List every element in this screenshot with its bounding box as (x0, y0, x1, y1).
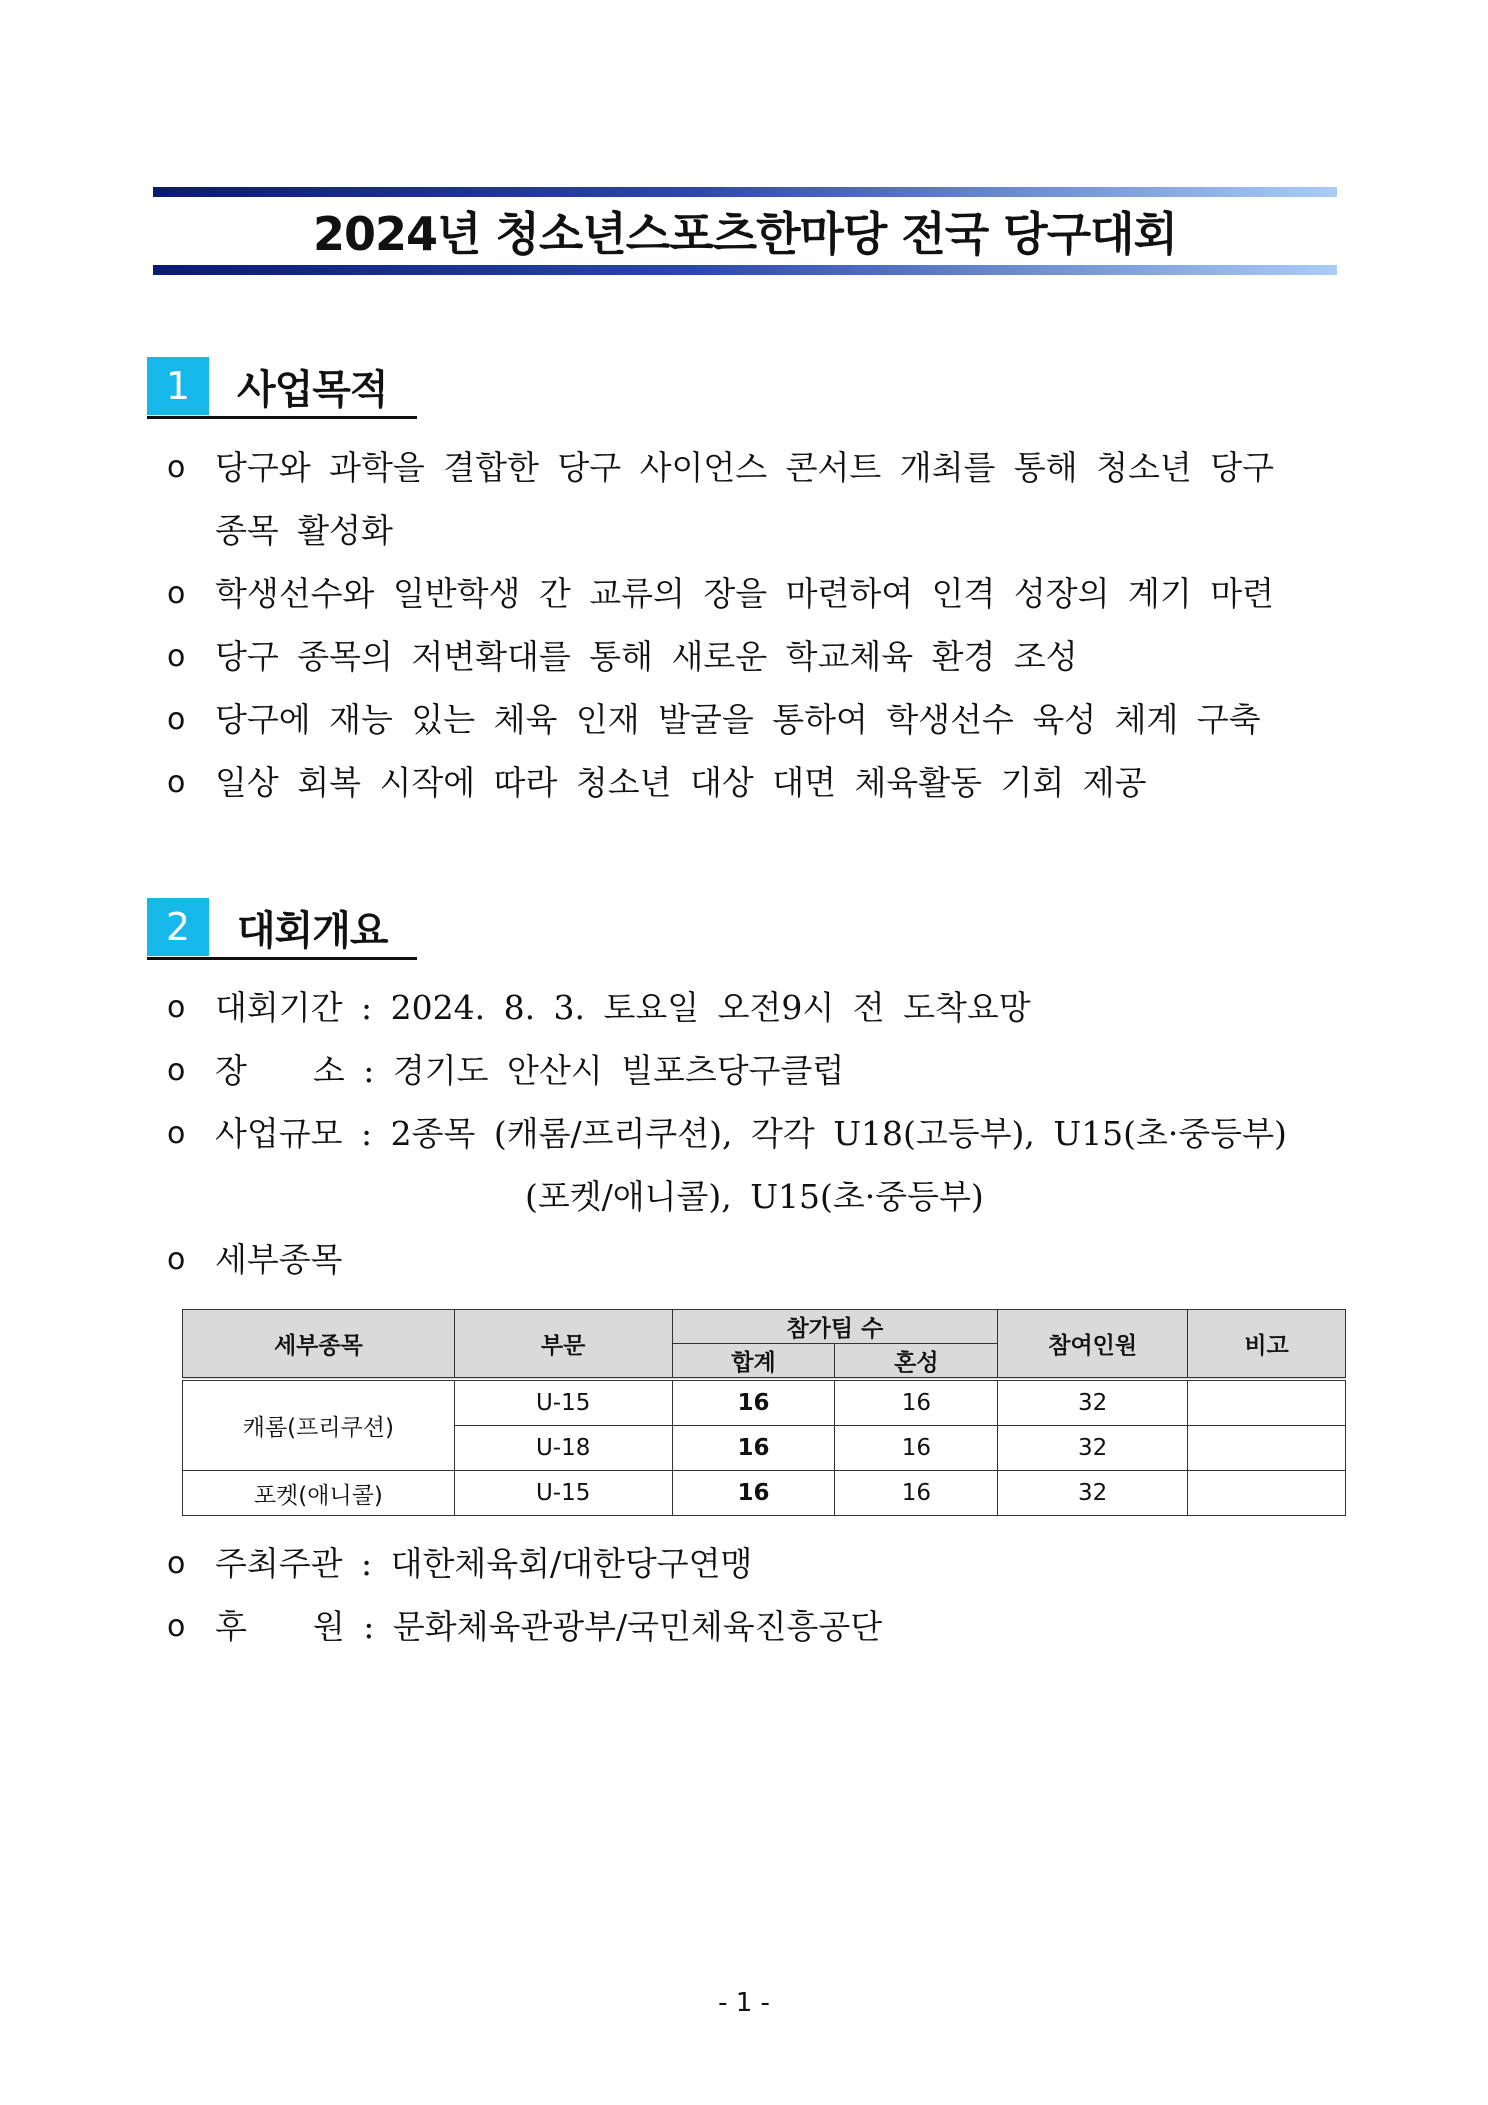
bullet-text: 주최주관 : 대한체육회/대한당구연맹 (215, 1544, 753, 1583)
bullet-text-continued: (포켓/애니콜), U15(초·중등부) (525, 1177, 984, 1216)
page-number: - 1 - (718, 1988, 770, 2018)
bullet-mark: o (167, 576, 186, 611)
purpose-bullet (165, 562, 1355, 625)
header-participants: 참여인원 (998, 1310, 1188, 1380)
overview-bullet-sponsor (165, 1595, 1355, 1658)
bullet-mark: o (167, 1546, 186, 1581)
cell-note (1188, 1471, 1346, 1516)
bullet-text: 일상 회복 시작에 따라 청소년 대상 대면 체육활동 기회 제공 (215, 763, 1147, 802)
cell-mixed: 16 (835, 1471, 998, 1516)
overview-bullet-scale (165, 1102, 1355, 1228)
bullet-text: 당구와 과학을 결합한 당구 사이언스 콘서트 개최를 통해 청소년 당구 (215, 448, 1274, 487)
section-1-number: 1 (147, 357, 209, 415)
section-1-heading (147, 357, 417, 419)
bullet-mark: o (167, 639, 186, 674)
header-note: 비고 (1188, 1310, 1346, 1380)
cell-division: U-15 (454, 1379, 672, 1426)
purpose-bullet (165, 688, 1355, 751)
section-1-underline (147, 416, 417, 419)
cell-note (1188, 1379, 1346, 1426)
bullet-text: 장 소 : 경기도 안산시 빌포츠당구클럽 (215, 1051, 845, 1090)
bullet-text: 당구에 재능 있는 체육 인재 발굴을 통하여 학생선수 육성 체계 구축 (215, 700, 1261, 739)
bullet-text: 당구 종목의 저변확대를 통해 새로운 학교체육 환경 조성 (215, 637, 1078, 676)
section-2-bullet-list (165, 976, 1355, 1291)
cell-participants: 32 (998, 1471, 1188, 1516)
cell-total: 16 (672, 1426, 835, 1471)
cell-division: U-18 (454, 1426, 672, 1471)
overview-bullet-period (165, 976, 1355, 1039)
bullet-mark: o (167, 1609, 186, 1644)
section-2-title: 대회개요 (237, 907, 388, 954)
cell-participants: 32 (998, 1426, 1188, 1471)
document-title: 2024년 청소년스포츠한마당 전국 당구대회 (312, 207, 1178, 261)
cell-division: U-15 (454, 1471, 672, 1516)
section-2-underline (147, 957, 417, 960)
header-division: 부문 (454, 1310, 672, 1380)
section-2-number: 2 (147, 898, 209, 956)
bullet-text: 세부종목 (215, 1240, 343, 1279)
header-event: 세부종목 (183, 1310, 455, 1380)
overview-bullet-events (165, 1228, 1355, 1291)
cell-mixed: 16 (835, 1426, 998, 1471)
cell-participants: 32 (998, 1379, 1188, 1426)
cell-event: 캐롬(프리쿠션) (183, 1379, 455, 1471)
bullet-mark: o (167, 1116, 186, 1151)
purpose-bullet (165, 436, 1355, 562)
bullet-text: 대회기간 : 2024. 8. 3. 토요일 오전9시 전 도착요망 (215, 988, 1031, 1027)
header-total: 합계 (672, 1344, 835, 1380)
section-2-heading (147, 898, 417, 960)
cell-mixed: 16 (835, 1379, 998, 1426)
title-bottom-rule (153, 265, 1337, 275)
cell-total: 16 (672, 1379, 835, 1426)
bullet-mark: o (167, 450, 186, 485)
bullet-mark: o (167, 765, 186, 800)
bullet-mark: o (167, 990, 186, 1025)
cell-note (1188, 1426, 1346, 1471)
title-top-rule (153, 187, 1337, 197)
bullet-text: 학생선수와 일반학생 간 교류의 장을 마련하여 인격 성장의 계기 마련 (215, 574, 1274, 613)
bullet-text-continued: 종목 활성화 (215, 511, 393, 550)
bullet-mark: o (167, 702, 186, 737)
table-row (183, 1379, 1346, 1426)
event-detail-table (182, 1309, 1346, 1516)
overview-bullet-host (165, 1532, 1355, 1595)
section-2-bullet-list-continued (165, 1532, 1355, 1658)
overview-bullet-venue (165, 1039, 1355, 1102)
bullet-mark: o (167, 1242, 186, 1277)
document-title-banner (153, 187, 1337, 275)
header-teams: 참가팀 수 (672, 1310, 998, 1344)
bullet-text: 사업규모 : 2종목 (캐롬/프리쿠션), 각각 U18(고등부), U15(초·중등부) (215, 1114, 1287, 1153)
purpose-bullet (165, 751, 1355, 814)
bullet-mark: o (167, 1053, 186, 1088)
header-mixed: 혼성 (835, 1344, 998, 1380)
table-row (183, 1471, 1346, 1516)
section-1-title: 사업목적 (237, 366, 388, 413)
cell-event: 포켓(애니콜) (183, 1471, 455, 1516)
purpose-bullet (165, 625, 1355, 688)
bullet-text: 후 원 : 문화체육관광부/국민체육진흥공단 (215, 1607, 883, 1646)
section-1-bullet-list (165, 436, 1355, 814)
cell-total: 16 (672, 1471, 835, 1516)
